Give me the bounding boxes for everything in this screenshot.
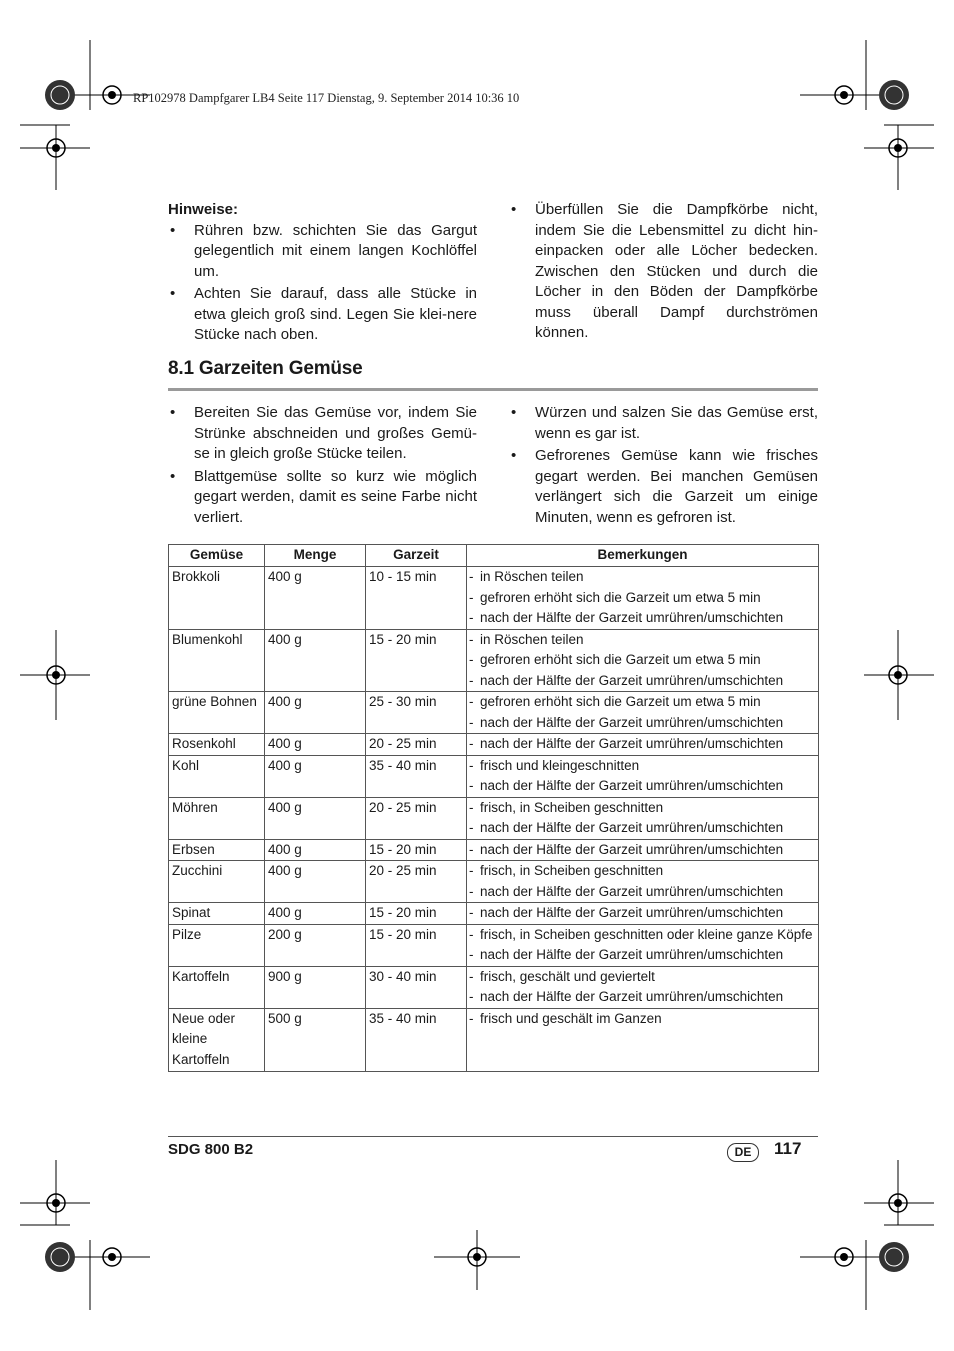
cell-amount: 400 g bbox=[265, 797, 366, 839]
cell-amount: 400 g bbox=[265, 629, 366, 692]
cell-remarks bbox=[467, 692, 819, 734]
list-item: • Rühren bzw. schichten Sie das Gargut gelegentlich mit einem langen Kochlöffel um. bbox=[168, 221, 477, 283]
table-row bbox=[169, 567, 819, 630]
remark-line: - frisch und geschält im Ganzen bbox=[469, 1009, 815, 1030]
cell-remarks bbox=[467, 839, 819, 861]
column-header-amount: Menge bbox=[265, 545, 366, 567]
cell-remarks bbox=[467, 924, 819, 966]
remark-line: - nach der Hälfte der Garzeit umrühren/umschichten bbox=[469, 734, 815, 755]
cell-amount: 400 g bbox=[265, 567, 366, 630]
hinweise-left-column bbox=[168, 200, 477, 346]
section-title: 8.1 Garzeiten Gemüse bbox=[168, 358, 363, 379]
table-row bbox=[169, 839, 819, 861]
remark-line: - nach der Hälfte der Garzeit umrühren/umschichten bbox=[469, 608, 815, 629]
remark-line: - frisch und kleingeschnitten bbox=[469, 756, 815, 777]
list-item: • Würzen und salzen Sie das Gemüse erst, wenn es gar ist. bbox=[509, 403, 818, 444]
table-body bbox=[169, 567, 819, 1072]
table-row bbox=[169, 734, 819, 756]
cell-vegetable: Kartoffeln bbox=[169, 966, 265, 1008]
remark-line: - nach der Hälfte der Garzeit umrühren/umschichten bbox=[469, 776, 815, 797]
cell-vegetable: Erbsen bbox=[169, 839, 265, 861]
footer-model: SDG 800 B2 bbox=[168, 1141, 254, 1158]
cell-vegetable: Spinat bbox=[169, 903, 265, 925]
print-header: RP102978 Dampfgarer LB4 Seite 117 Dienstag, 9. September 2014 10:36 10 bbox=[133, 91, 520, 105]
cell-vegetable: Blumenkohl bbox=[169, 629, 265, 692]
remark-line: - nach der Hälfte der Garzeit umrühren/umschichten bbox=[469, 987, 815, 1008]
remark-line: - nach der Hälfte der Garzeit umrühren/umschichten bbox=[469, 713, 815, 734]
remark-line: - gefroren erhöht sich die Garzeit um etwa 5 min bbox=[469, 588, 815, 609]
page-number: 117 bbox=[774, 1139, 802, 1158]
table-row bbox=[169, 1008, 819, 1071]
column-header-time: Garzeit bbox=[366, 545, 467, 567]
cooking-times-table bbox=[168, 544, 819, 1072]
cell-time: 10 - 15 min bbox=[366, 567, 467, 630]
hinweise-left-list bbox=[168, 221, 477, 346]
cell-amount: 500 g bbox=[265, 1008, 366, 1071]
cell-remarks bbox=[467, 966, 819, 1008]
cell-amount: 400 g bbox=[265, 903, 366, 925]
cell-vegetable: Möhren bbox=[169, 797, 265, 839]
hinweise-right-list bbox=[509, 200, 818, 344]
cell-amount: 400 g bbox=[265, 692, 366, 734]
cell-time: 30 - 40 min bbox=[366, 966, 467, 1008]
cell-time: 15 - 20 min bbox=[366, 924, 467, 966]
cell-vegetable: Rosenkohl bbox=[169, 734, 265, 756]
table-row bbox=[169, 861, 819, 903]
remark-line: - frisch, in Scheiben geschnitten oder kleine ganze Köpfe bbox=[469, 925, 815, 946]
table-header-row bbox=[169, 545, 819, 567]
remark-line: - frisch, in Scheiben geschnitten bbox=[469, 798, 815, 819]
language-badge: DE bbox=[727, 1143, 759, 1162]
table-row bbox=[169, 629, 819, 692]
cell-amount: 400 g bbox=[265, 734, 366, 756]
column-header-remarks: Bemerkungen bbox=[467, 545, 819, 567]
section-left-column bbox=[168, 403, 477, 528]
cell-time: 15 - 20 min bbox=[366, 839, 467, 861]
remark-line: - frisch, geschält und geviertelt bbox=[469, 967, 815, 988]
cell-remarks bbox=[467, 797, 819, 839]
column-header-vegetable: Gemüse bbox=[169, 545, 265, 567]
list-item: • Bereiten Sie das Gemüse vor, indem Sie Strünke abschneiden und großes Gemü-se in gleich große Stücke teilen. bbox=[168, 403, 477, 465]
cell-time: 20 - 25 min bbox=[366, 797, 467, 839]
list-item: • Blattgemüse sollte so kurz wie möglich gegart werden, damit es seine Farbe nicht verliert. bbox=[168, 467, 477, 529]
table-row bbox=[169, 692, 819, 734]
table-row bbox=[169, 755, 819, 797]
list-item: • Gefrorenes Gemüse kann wie frisches gegart werden. Bei manchen Gemüsen verlängert sich die Garzeit um einige Minuten, wenn es gefroren ist. bbox=[509, 446, 818, 528]
remark-line: - nach der Hälfte der Garzeit umrühren/umschichten bbox=[469, 840, 815, 861]
remark-line: - nach der Hälfte der Garzeit umrühren/umschichten bbox=[469, 903, 815, 924]
cell-remarks bbox=[467, 629, 819, 692]
cell-vegetable: Brokkoli bbox=[169, 567, 265, 630]
cell-vegetable: Neue oder kleine Kartoffeln bbox=[169, 1008, 265, 1071]
hinweise-right-column bbox=[509, 200, 818, 344]
remark-line: - in Röschen teilen bbox=[469, 630, 815, 651]
table-row bbox=[169, 924, 819, 966]
footer-divider bbox=[168, 1136, 818, 1137]
cell-time: 20 - 25 min bbox=[366, 734, 467, 756]
cell-remarks bbox=[467, 861, 819, 903]
cell-time: 35 - 40 min bbox=[366, 755, 467, 797]
section-divider bbox=[168, 388, 818, 391]
remark-line: - nach der Hälfte der Garzeit umrühren/umschichten bbox=[469, 818, 815, 839]
remark-line: - gefroren erhöht sich die Garzeit um etwa 5 min bbox=[469, 650, 815, 671]
cell-remarks bbox=[467, 903, 819, 925]
remark-line: - frisch, in Scheiben geschnitten bbox=[469, 861, 815, 882]
table-row bbox=[169, 966, 819, 1008]
cell-vegetable: Pilze bbox=[169, 924, 265, 966]
cell-vegetable: Kohl bbox=[169, 755, 265, 797]
list-item: • Überfüllen Sie die Dampfkörbe nicht, indem Sie die Lebensmittel zu dicht hin-einpacken oder alle Löcher bedecken. Zwischen den Stücken und durch die Löcher in den Böden der Dampfkörbe muss überall Dampf durchströmen können. bbox=[509, 200, 818, 344]
cell-vegetable: grüne Bohnen bbox=[169, 692, 265, 734]
remark-line: - nach der Hälfte der Garzeit umrühren/umschichten bbox=[469, 671, 815, 692]
cell-amount: 400 g bbox=[265, 839, 366, 861]
table-row bbox=[169, 903, 819, 925]
cell-remarks bbox=[467, 1008, 819, 1071]
section-right-list bbox=[509, 403, 818, 528]
remark-line: - in Röschen teilen bbox=[469, 567, 815, 588]
remark-line: - nach der Hälfte der Garzeit umrühren/umschichten bbox=[469, 945, 815, 966]
hinweise-title: Hinweise: bbox=[168, 201, 239, 218]
cell-remarks bbox=[467, 734, 819, 756]
cell-amount: 400 g bbox=[265, 755, 366, 797]
cell-time: 25 - 30 min bbox=[366, 692, 467, 734]
cell-time: 35 - 40 min bbox=[366, 1008, 467, 1071]
cell-amount: 400 g bbox=[265, 861, 366, 903]
cell-remarks bbox=[467, 755, 819, 797]
cell-time: 15 - 20 min bbox=[366, 903, 467, 925]
cell-time: 15 - 20 min bbox=[366, 629, 467, 692]
cell-amount: 900 g bbox=[265, 966, 366, 1008]
cell-amount: 200 g bbox=[265, 924, 366, 966]
remark-line: - nach der Hälfte der Garzeit umrühren/umschichten bbox=[469, 882, 815, 903]
section-left-list bbox=[168, 403, 477, 528]
cell-time: 20 - 25 min bbox=[366, 861, 467, 903]
remark-line: - gefroren erhöht sich die Garzeit um etwa 5 min bbox=[469, 692, 815, 713]
cell-remarks bbox=[467, 567, 819, 630]
list-item: • Achten Sie darauf, dass alle Stücke in etwa gleich groß sind. Legen Sie klei-nere Stücke nach oben. bbox=[168, 284, 477, 346]
cell-vegetable: Zucchini bbox=[169, 861, 265, 903]
section-right-column bbox=[509, 403, 818, 528]
table-row bbox=[169, 797, 819, 839]
